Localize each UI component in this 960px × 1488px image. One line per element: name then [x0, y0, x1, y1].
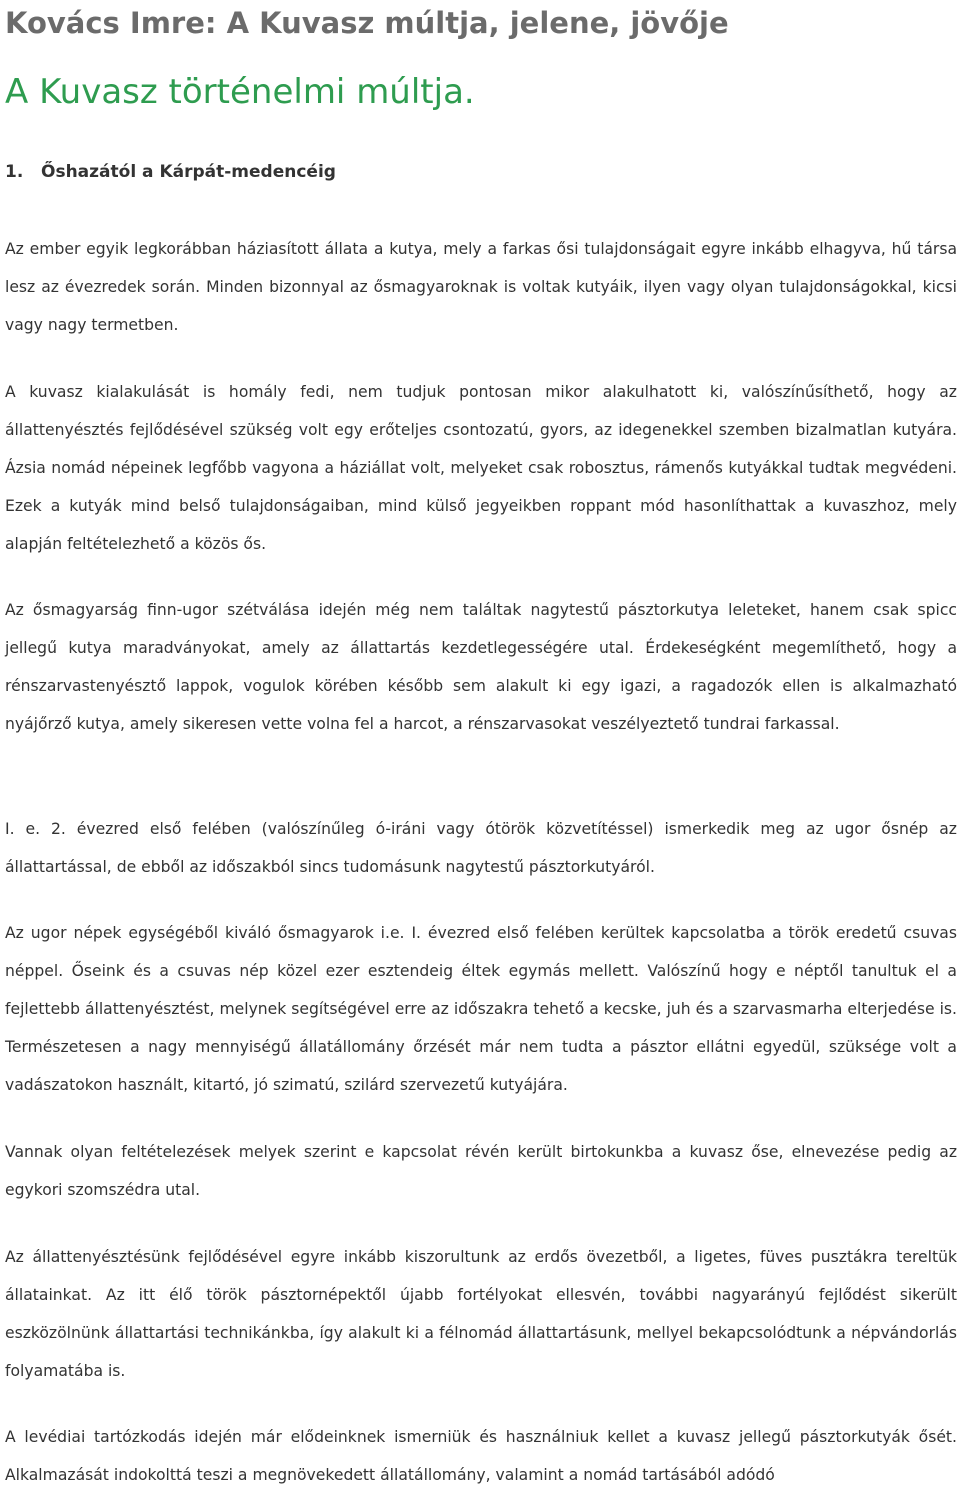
subsection-number: 1. — [5, 162, 24, 182]
subsection-title: Őshazától a Kárpát-medencéig — [41, 162, 336, 182]
section-title: A Kuvasz történelmi múltja. — [5, 72, 475, 112]
paragraph-6: Vannak olyan feltételezések melyek szerint e kapcsolat révén került birtokunkba a kuvasz őse, elnevezése pedig az egykori szomszédra utal. — [5, 1143, 957, 1199]
subsection-heading — [5, 160, 336, 184]
paragraph-2: A kuvasz kialakulását is homály fedi, nem tudjuk pontosan mikor alakulhatott ki, valószínűsíthető, hogy az állattenyésztés fejlődésével szükség volt egy erőteljes csontozatú, gyors, az idegenekkel szemben bizalmatlan kutyára. Ázsia nomád népeinek legfőbb vagyona a háziállat volt, melyeket csak robosztus, rámenős kutyákkal tudtak megvédeni. Ezek a kutyák mind belső tulajdonságaiban, mind külső jegyeikben roppant mód hasonlíthattak a kuvaszhoz, mely alapján feltételezhető a közös ős. — [5, 383, 957, 553]
paragraph-4: I. e. 2. évezred első felében (valószínűleg ó-iráni vagy ótörök közvetítéssel) ismerkedik meg az ugor ősnép az állattartással, de ebből az időszakból sincs tudomásunk nagytestű pásztorkutyáról. — [5, 820, 957, 876]
document-title: Kovács Imre: A Kuvasz múltja, jelene, jövője — [5, 6, 729, 40]
paragraph-1: Az ember egyik legkorábban háziasított állata a kutya, mely a farkas ősi tulajdonságait egyre inkább elhagyva, hű társa lesz az évezredek során. Minden bizonnyal az ősmagyaroknak is voltak kutyáik, ilyen vagy olyan tulajdonságokkal, kicsi vagy nagy termetben. — [5, 240, 957, 334]
paragraph-3: Az ősmagyarság finn-ugor szétválása idején még nem találtak nagytestű pásztorkutya leleteket, hanem csak spicc jellegű kutya maradványokat, amely az állattartás kezdetlegességére utal. Érdekeségként megemlíthető, hogy a rénszarvastenyésztő lappok, vogulok körében később sem alakult ki egy igazi, a ragadozók ellen is alkalmazható nyájőrző kutya, amely sikeresen vette volna fel a harcot, a rénszarvasokat veszélyeztető tundrai farkassal. — [5, 601, 957, 733]
paragraph-8: A levédiai tartózkodás idején már elődeinknek ismerniük és használniuk kellet a kuvasz jellegű pásztorkutyák ősét. Alkalmazását indokolttá teszi a megnövekedett állatállomány, valamint a nomád tartásából adódó — [5, 1428, 957, 1484]
paragraph-5: Az ugor népek egységéből kiváló ősmagyarok i.e. I. évezred első felében kerültek kapcsolatba a török eredetű csuvas néppel. Őseink és a csuvas nép közel ezer esztendeig éltek egymás mellett. Valószínű hogy e néptől tanultuk el a fejlettebb állattenyésztést, melynek segítségével erre az időszakra tehető a kecske, juh és a szarvasmarha elterjedése is. Természetesen a nagy mennyiségű állatállomány őrzését már nem tudta a pásztor ellátni egyedül, szüksége volt a vadászatokon használt, kitartó, jó szimatú, szilárd szervezetű kutyájára. — [5, 924, 957, 1094]
paragraph-7: Az állattenyésztésünk fejlődésével egyre inkább kiszorultunk az erdős övezetből, a ligetes, füves pusztákra tereltük állatainkat. Az itt élő török pásztornépektől újabb fortélyokat ellesvén, további nagyarányú fejlődést sikerült eszközölnünk állattartási technikánkba, így alakult ki a félnomád állattartásunk, mellyel bekapcsolódtunk a népvándorlás folyamatába is. — [5, 1248, 957, 1380]
